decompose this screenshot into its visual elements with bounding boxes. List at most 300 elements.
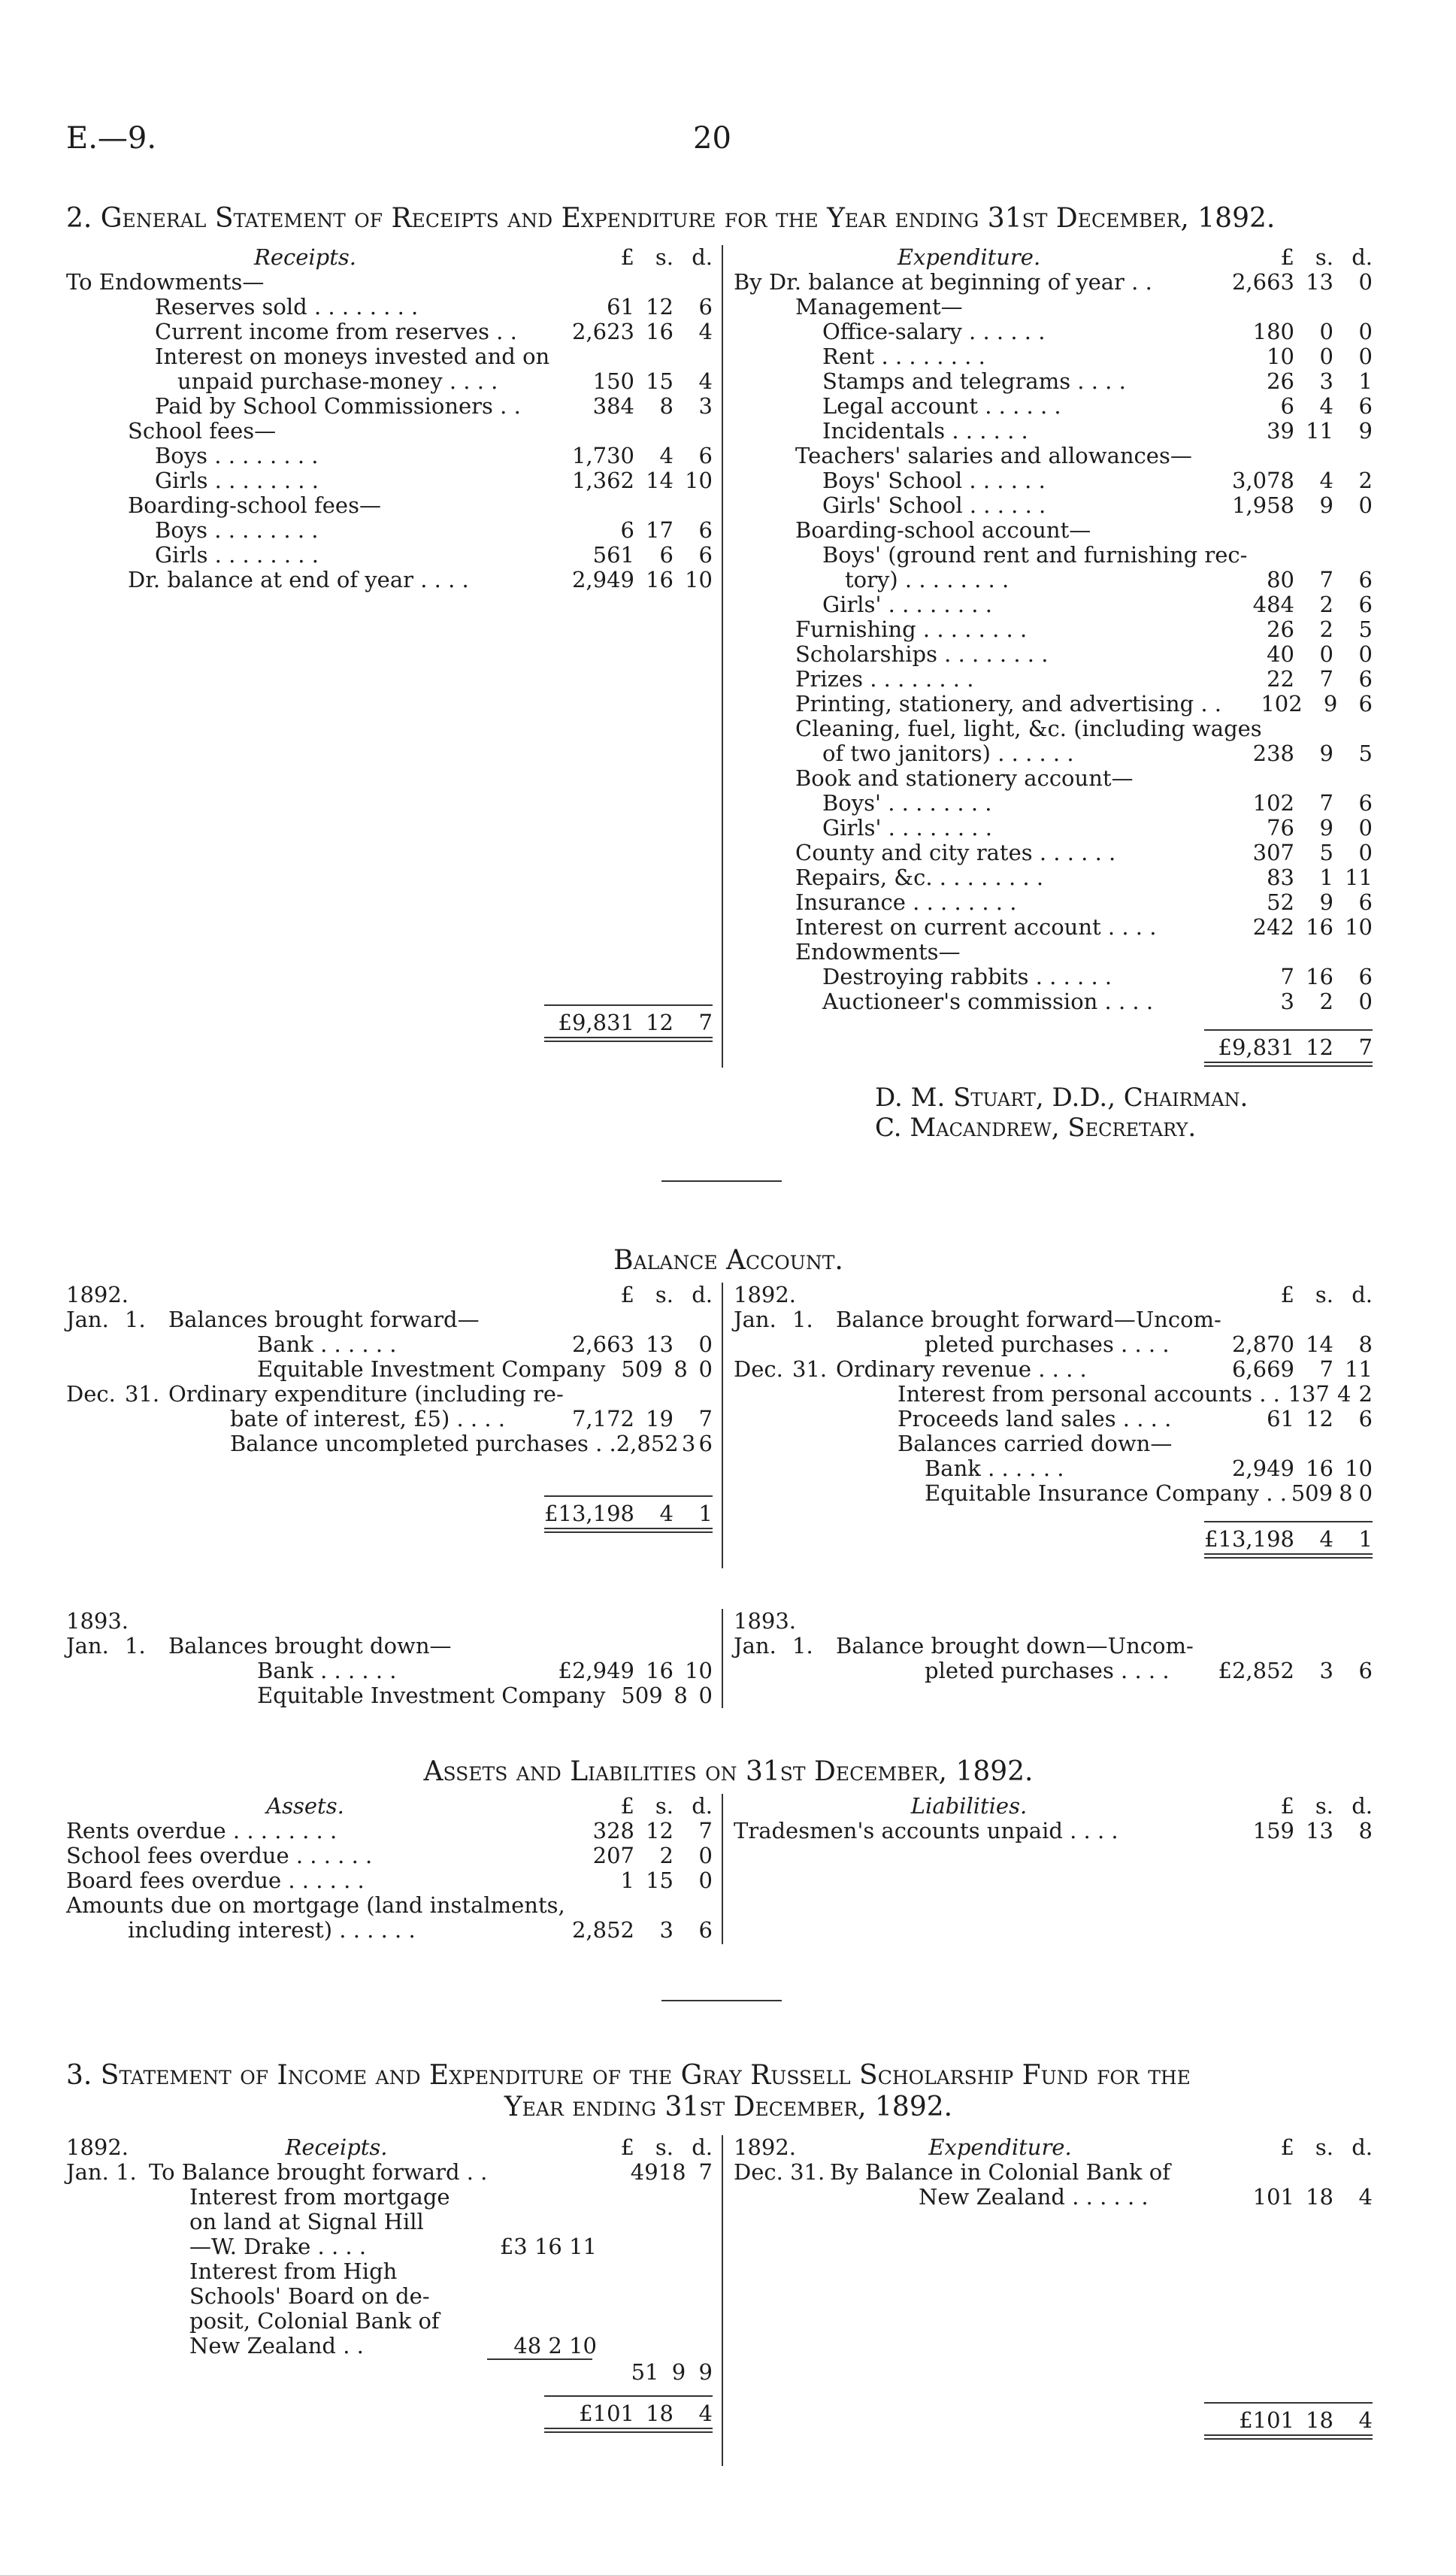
amount-pence: 8 bbox=[1358, 1818, 1373, 1843]
amount-pence: 6 bbox=[1358, 1658, 1373, 1683]
row-label-cell bbox=[734, 741, 1204, 766]
total-shillings: 18 bbox=[1306, 2407, 1333, 2433]
amount-pounds: 83 bbox=[1267, 865, 1294, 890]
row-label: To Balance brought forward . . bbox=[149, 2159, 488, 2185]
total-row bbox=[734, 1035, 1373, 1060]
amount-pounds: 51 bbox=[631, 2359, 659, 2385]
amount-pence bbox=[674, 270, 713, 295]
row-label-cell bbox=[66, 2185, 597, 2210]
ledger-row bbox=[734, 865, 1373, 890]
row-label-cell bbox=[66, 295, 544, 320]
amount-pence bbox=[686, 2185, 713, 2210]
amount-shillings: 9 bbox=[1319, 741, 1333, 766]
amount-pounds bbox=[565, 1893, 644, 1918]
row-label: Girls . . . . . . . . bbox=[155, 468, 319, 493]
amount-pounds bbox=[597, 2210, 659, 2234]
date-day: 31. bbox=[125, 1381, 160, 1407]
amount-shillings bbox=[634, 493, 674, 518]
row-label: Balances brought down— bbox=[168, 1633, 452, 1659]
row-label-cell bbox=[66, 419, 544, 444]
year-label: 1892. bbox=[734, 2134, 797, 2160]
pence-header: d. bbox=[1352, 1793, 1373, 1819]
pence-header: d. bbox=[1352, 2134, 1373, 2160]
row-label-cell bbox=[734, 915, 1204, 940]
row-label: Paid by School Commissioners . . bbox=[155, 393, 521, 419]
amount-shillings: 7 bbox=[1319, 1356, 1333, 1382]
amount-pounds bbox=[597, 2259, 659, 2284]
amount-pounds: 2,852 bbox=[571, 1917, 634, 1943]
expenditure-table bbox=[734, 245, 1373, 1067]
row-label: Ordinary revenue . . . . bbox=[836, 1356, 1087, 1382]
amount-pounds: 2,870 bbox=[1231, 1331, 1294, 1357]
row-label-cell bbox=[734, 1481, 1287, 1506]
row-label-cell bbox=[734, 1634, 1204, 1659]
ledger-row bbox=[734, 816, 1373, 841]
row-label: Scholarships . . . . . . . . bbox=[795, 641, 1049, 667]
amount-shillings: 18 bbox=[658, 2159, 686, 2185]
shillings-header: s. bbox=[655, 2134, 674, 2160]
column-header-row bbox=[734, 1794, 1373, 1819]
row-label-cell bbox=[734, 617, 1204, 642]
section3-title-line1: 3. Statement of Income and Expenditure of the Gray Russell Scholarship Fund for the bbox=[66, 2060, 1191, 2091]
row-label-cell bbox=[66, 518, 544, 543]
ledger-row bbox=[66, 1819, 713, 1843]
amount-shillings bbox=[644, 1893, 679, 1918]
total-block bbox=[734, 1521, 1373, 1559]
amount-pence: 10 bbox=[685, 468, 713, 493]
row-label-cell bbox=[734, 965, 1204, 989]
pounds-header: £ bbox=[1280, 244, 1294, 270]
ledger-row bbox=[66, 1357, 713, 1382]
row-label-cell bbox=[66, 1307, 544, 1332]
amount-pence bbox=[686, 2210, 713, 2234]
amount-pounds bbox=[549, 344, 637, 369]
amount-pounds bbox=[544, 493, 634, 518]
amount-pounds: 509 bbox=[1291, 1480, 1333, 1506]
amount-pence: 7 bbox=[698, 1406, 713, 1431]
amount-pounds bbox=[544, 1634, 634, 1659]
amount-pounds: 10 bbox=[1267, 344, 1294, 369]
column-heading bbox=[734, 245, 1204, 270]
total-shillings: 4 bbox=[659, 1501, 674, 1526]
amount-pounds bbox=[1204, 1431, 1294, 1456]
total-double-rule bbox=[1204, 1553, 1373, 1559]
row-label: unpaid purchase-money . . . . bbox=[177, 368, 498, 394]
amount-pounds: 561 bbox=[592, 542, 634, 568]
ledger-row bbox=[66, 394, 713, 419]
ledger-row bbox=[66, 2360, 713, 2385]
column-header-row bbox=[66, 245, 713, 270]
total-pence: 1 bbox=[1358, 1526, 1373, 1552]
ledger-row bbox=[734, 444, 1373, 468]
row-label: Endowments— bbox=[795, 939, 961, 965]
amount-shillings: 3 bbox=[1319, 368, 1333, 394]
row-label-cell bbox=[734, 1431, 1204, 1456]
amount-pence: 5 bbox=[1358, 616, 1373, 642]
balance-right-table bbox=[734, 1283, 1373, 1559]
row-label: including interest) . . . . . . bbox=[128, 1917, 416, 1943]
amount-shillings bbox=[659, 2210, 686, 2234]
amount-pounds: 6 bbox=[1280, 393, 1294, 419]
ledger-row bbox=[734, 1634, 1373, 1659]
amount-shillings: 13 bbox=[1306, 269, 1333, 295]
amount-pence: 6 bbox=[698, 1917, 713, 1943]
row-label: School fees overdue . . . . . . bbox=[66, 1843, 373, 1868]
row-label-cell bbox=[734, 1357, 1204, 1382]
total-double-rule bbox=[1204, 2434, 1373, 2440]
row-label-cell bbox=[734, 1819, 1204, 1843]
ledger-row bbox=[66, 1659, 713, 1683]
year-label: 1893. bbox=[66, 1608, 129, 1634]
amount-pence: 6 bbox=[1358, 393, 1373, 419]
ledger-row bbox=[734, 2160, 1373, 2185]
row-label-cell bbox=[66, 344, 549, 369]
amount-shillings bbox=[1294, 444, 1333, 468]
date-month: Jan. bbox=[734, 1307, 776, 1332]
amount-pounds: 3,078 bbox=[1231, 468, 1294, 493]
row-label: Bank . . . . . . bbox=[257, 1331, 397, 1357]
amount-shillings bbox=[659, 2309, 686, 2334]
amount-pence: 0 bbox=[1358, 319, 1373, 344]
amount-pence: 10 bbox=[1345, 1456, 1373, 1481]
ledger-row bbox=[66, 2210, 713, 2234]
amount-pounds bbox=[564, 1382, 643, 1407]
ledger-row bbox=[66, 518, 713, 543]
total-double-rule bbox=[544, 2428, 713, 2433]
heading-text: Expenditure. bbox=[928, 2134, 1072, 2160]
total-pounds: £101 bbox=[1239, 2407, 1294, 2433]
ledger-row bbox=[734, 667, 1373, 692]
date-month: Jan. bbox=[66, 1633, 109, 1659]
row-label-cell bbox=[66, 1357, 605, 1382]
row-label: of two janitors) . . . . . . bbox=[822, 741, 1074, 766]
amount-shillings bbox=[1315, 543, 1344, 568]
amount-shillings: 2 bbox=[659, 1843, 674, 1868]
amount-shillings: 2 bbox=[1319, 592, 1333, 617]
row-label-cell bbox=[734, 394, 1204, 419]
amount-pence: 0 bbox=[1358, 344, 1373, 369]
amount-shillings bbox=[659, 2334, 686, 2358]
column-heading bbox=[66, 2135, 544, 2160]
amount-shillings: 7 bbox=[1319, 790, 1333, 816]
scholarship-expenditure-table bbox=[734, 2135, 1373, 2440]
row-label: Equitable Investment Company bbox=[257, 1356, 606, 1382]
heading-text: Receipts. bbox=[285, 2134, 388, 2160]
amount-pence: 10 bbox=[1345, 914, 1373, 940]
row-label: Balance brought down—Uncom- bbox=[836, 1633, 1194, 1659]
ledger-row bbox=[734, 518, 1373, 543]
row-label-cell bbox=[66, 543, 544, 568]
date-day: 31. bbox=[792, 1356, 828, 1382]
amount-pence: 8 bbox=[1358, 1331, 1373, 1357]
row-label: Boys . . . . . . . . bbox=[155, 443, 319, 468]
amount-shillings: 7 bbox=[1319, 666, 1333, 692]
row-label: Dr. balance at end of year . . . . bbox=[128, 567, 469, 592]
ledger-row bbox=[734, 692, 1373, 716]
amount-pounds: 49 bbox=[630, 2159, 658, 2185]
row-label-cell bbox=[734, 1659, 1204, 1683]
amount-pounds: 101 bbox=[1252, 2184, 1294, 2210]
liabilities-table bbox=[734, 1794, 1373, 1843]
row-label-cell bbox=[66, 1659, 544, 1683]
amount-pence: 0 bbox=[1358, 641, 1373, 667]
amount-pounds bbox=[597, 2185, 659, 2210]
amount-pence bbox=[1337, 1307, 1373, 1332]
amount-shillings: 3 bbox=[1319, 1658, 1333, 1683]
ledger-row bbox=[734, 568, 1373, 592]
amount-shillings: 12 bbox=[1306, 1406, 1333, 1431]
ledger-row bbox=[66, 2334, 713, 2358]
amount-shillings: 19 bbox=[646, 1406, 674, 1431]
amount-pence bbox=[686, 2284, 713, 2309]
row-label: Interest on current account . . . . bbox=[795, 914, 1157, 940]
column-heading bbox=[734, 2135, 1204, 2160]
amount-shillings: 4 bbox=[659, 443, 674, 468]
amount-pounds bbox=[1204, 444, 1294, 468]
pounds-header: £ bbox=[1280, 2134, 1294, 2160]
amount-shillings: 5 bbox=[1319, 840, 1333, 865]
page-number: 20 bbox=[693, 121, 731, 156]
row-label: Girls' . . . . . . . . bbox=[822, 592, 992, 617]
amount-pounds: 39 bbox=[1267, 418, 1294, 444]
amount-pounds: 7 bbox=[1280, 964, 1294, 989]
amount-pounds bbox=[544, 419, 634, 444]
amount-pounds: 1 bbox=[620, 1868, 634, 1893]
row-label: Bank . . . . . . bbox=[257, 1658, 397, 1683]
amount-pounds: 26 bbox=[1267, 368, 1294, 394]
amount-pence bbox=[674, 1634, 713, 1659]
amount-shillings: 6 bbox=[659, 542, 674, 568]
row-label: Proceeds land sales . . . . bbox=[898, 1406, 1172, 1431]
amount-pounds: 137 bbox=[1288, 1381, 1330, 1407]
amount-pounds bbox=[1204, 1634, 1294, 1659]
row-label: Auctioneer's commission . . . . bbox=[822, 989, 1154, 1014]
row-label: Interest from mortgage bbox=[189, 2184, 450, 2210]
row-label-cell bbox=[66, 369, 544, 394]
amount-pence: 0 bbox=[698, 1843, 713, 1868]
amount-shillings bbox=[637, 344, 674, 369]
section-divider bbox=[661, 2000, 782, 2001]
amount-pounds: 61 bbox=[607, 294, 634, 320]
column-divider bbox=[722, 2135, 723, 2466]
pounds-header: £ bbox=[620, 1282, 634, 1307]
amount-shillings: 8 bbox=[674, 1356, 688, 1382]
amount-shillings bbox=[1303, 1307, 1338, 1332]
total-double-rule bbox=[1204, 1062, 1373, 1067]
pence-header: d. bbox=[1352, 244, 1373, 270]
pence-header: d. bbox=[692, 244, 713, 270]
row-label: pleted purchases . . . . bbox=[925, 1331, 1170, 1357]
date-day: 1. bbox=[792, 1307, 813, 1332]
row-label: Printing, stationery, and advertising . . bbox=[795, 691, 1222, 716]
row-label-cell bbox=[734, 320, 1204, 344]
row-label-cell bbox=[734, 419, 1204, 444]
amount-pence: 10 bbox=[685, 567, 713, 592]
column-header-row bbox=[734, 1283, 1373, 1307]
ledger-row bbox=[66, 2284, 713, 2309]
total-pence: 7 bbox=[698, 1010, 713, 1035]
row-label: Furnishing . . . . . . . . bbox=[795, 616, 1028, 642]
row-label-cell bbox=[734, 1307, 1221, 1332]
ledger-row bbox=[734, 468, 1373, 493]
row-label-cell bbox=[734, 791, 1204, 816]
year-row bbox=[66, 1609, 713, 1634]
amount-pence: 2 bbox=[1358, 1381, 1373, 1407]
row-label-cell bbox=[66, 1634, 544, 1659]
amount-shillings bbox=[659, 2185, 686, 2210]
total-row bbox=[66, 2401, 713, 2426]
row-label: Equitable Investment Company bbox=[257, 1683, 606, 1708]
amount-shillings: 13 bbox=[1306, 1818, 1333, 1843]
amount-shillings bbox=[634, 419, 674, 444]
ledger-row bbox=[66, 1407, 713, 1431]
amount-pence: 7 bbox=[698, 2159, 713, 2185]
row-label: Destroying rabbits . . . . . . bbox=[822, 964, 1112, 989]
ledger-row bbox=[734, 1431, 1373, 1456]
ledger-row bbox=[734, 617, 1373, 642]
row-label: Boys' (ground rent and furnishing rec- bbox=[822, 542, 1248, 568]
total-shillings: 4 bbox=[1319, 1526, 1333, 1552]
total-block bbox=[734, 1029, 1373, 1067]
row-label-cell bbox=[734, 2185, 1204, 2210]
amount-pounds bbox=[597, 2334, 659, 2358]
amount-shillings: 0 bbox=[1319, 319, 1333, 344]
amount-pence: 6 bbox=[1358, 889, 1373, 915]
ledger-row bbox=[66, 344, 713, 369]
row-label: By Dr. balance at beginning of year . . bbox=[734, 269, 1152, 295]
amount-pounds: 76 bbox=[1267, 815, 1294, 841]
ledger-row bbox=[734, 344, 1373, 369]
amount-pence: 10 bbox=[685, 1658, 713, 1683]
row-label: Bank . . . . . . bbox=[925, 1456, 1064, 1481]
date-label: Jan. 1. bbox=[66, 2159, 137, 2185]
amount-shillings: 2 bbox=[1319, 616, 1333, 642]
amount-pence: 6 bbox=[1358, 691, 1373, 716]
row-label-cell bbox=[66, 1407, 544, 1431]
ledger-row bbox=[734, 989, 1373, 1014]
total-row bbox=[734, 1527, 1373, 1552]
amount-shillings: 4 bbox=[1319, 468, 1333, 493]
row-label: Prizes . . . . . . . . bbox=[795, 666, 974, 692]
amount-pounds: 207 bbox=[592, 1843, 634, 1868]
amount-pounds: 2,663 bbox=[1231, 269, 1294, 295]
row-label-cell bbox=[66, 568, 544, 592]
row-label: Incidentals . . . . . . bbox=[822, 418, 1028, 444]
total-pounds: £9,831 bbox=[1218, 1035, 1294, 1060]
amount-pounds bbox=[544, 1307, 634, 1332]
row-label-cell bbox=[66, 394, 544, 419]
row-label-cell bbox=[734, 568, 1204, 592]
row-label-cell bbox=[734, 766, 1204, 791]
sub-amount: 48 2 10 bbox=[513, 2333, 597, 2358]
amount-shillings bbox=[1294, 1431, 1333, 1456]
row-label-cell bbox=[734, 989, 1204, 1014]
amount-pounds: 1,958 bbox=[1231, 492, 1294, 518]
amount-shillings: 1 bbox=[1319, 865, 1333, 890]
amount-pence: 0 bbox=[1358, 269, 1373, 295]
amount-pence bbox=[1333, 940, 1373, 965]
total-pounds: £9,831 bbox=[558, 1010, 634, 1035]
pounds-header: £ bbox=[1280, 1793, 1294, 1819]
row-label: Interest from personal accounts . . bbox=[898, 1381, 1280, 1407]
total-double-rule bbox=[544, 1037, 713, 1042]
ledger-row bbox=[66, 2234, 713, 2259]
row-label-cell bbox=[66, 1819, 544, 1843]
row-label: Management— bbox=[795, 294, 963, 320]
amount-pounds: 102 bbox=[1252, 790, 1294, 816]
ledger-row bbox=[734, 320, 1373, 344]
amount-shillings bbox=[659, 2234, 686, 2259]
column-divider bbox=[722, 1609, 723, 1708]
amount-pounds: 61 bbox=[1267, 1406, 1294, 1431]
row-label-cell bbox=[66, 2360, 597, 2385]
amount-shillings bbox=[1321, 716, 1347, 741]
ledger-row bbox=[66, 1307, 713, 1332]
ledger-row bbox=[734, 766, 1373, 791]
amount-shillings: 17 bbox=[646, 517, 674, 543]
amount-pounds bbox=[597, 2284, 659, 2309]
ledger-row bbox=[66, 1868, 713, 1893]
amount-shillings: 9 bbox=[1319, 889, 1333, 915]
row-label-cell bbox=[734, 716, 1262, 741]
amount-pence bbox=[1333, 295, 1373, 320]
row-label-cell bbox=[66, 2234, 597, 2259]
amount-pounds bbox=[1204, 766, 1294, 791]
row-label-cell bbox=[66, 1893, 565, 1918]
total-double-rule bbox=[544, 1528, 713, 1533]
amount-pounds: 509 bbox=[621, 1683, 663, 1708]
amount-shillings: 16 bbox=[646, 567, 674, 592]
row-label: Current income from reserves . . bbox=[155, 319, 517, 344]
ledger-row bbox=[734, 642, 1373, 667]
amount-pounds: 3 bbox=[1280, 989, 1294, 1014]
section-divider bbox=[661, 1180, 782, 1182]
amount-pounds: 6 bbox=[620, 517, 634, 543]
amount-pounds: 22 bbox=[1267, 666, 1294, 692]
row-label-cell bbox=[734, 592, 1204, 617]
amount-pence: 6 bbox=[1358, 790, 1373, 816]
row-label: Office-salary . . . . . . bbox=[822, 319, 1046, 344]
amount-shillings: 7 bbox=[1319, 567, 1333, 592]
total-label-spacer bbox=[66, 1501, 544, 1526]
scholarship-receipts-table bbox=[66, 2135, 713, 2433]
shillings-header: s. bbox=[1315, 244, 1333, 270]
amount-pence bbox=[1333, 2160, 1373, 2185]
total-shillings: 18 bbox=[646, 2401, 674, 2426]
amount-pounds: 2,949 bbox=[571, 567, 634, 592]
row-label-cell bbox=[734, 444, 1204, 468]
amount-shillings: 2 bbox=[1319, 989, 1333, 1014]
row-label: Ordinary expenditure (including re- bbox=[168, 1381, 564, 1407]
amount-pence bbox=[1333, 766, 1373, 791]
total-row bbox=[66, 1010, 713, 1035]
row-label: Repairs, &c. . . . . . . . . bbox=[795, 865, 1044, 890]
document-reference: E.—9. bbox=[66, 121, 157, 156]
row-label-cell bbox=[734, 270, 1204, 295]
amount-pence: 0 bbox=[1358, 840, 1373, 865]
amount-pounds: 1,362 bbox=[571, 468, 634, 493]
amount-pence bbox=[675, 344, 713, 369]
total-block bbox=[66, 1495, 713, 1533]
ledger-row bbox=[734, 915, 1373, 940]
row-label: Boarding-school account— bbox=[795, 517, 1091, 543]
amount-pence: 6 bbox=[1358, 592, 1373, 617]
amount-pounds: 484 bbox=[1252, 592, 1294, 617]
row-label: School fees— bbox=[128, 418, 277, 444]
total-row bbox=[66, 1501, 713, 1526]
signature-chairman: D. M. Stuart, D.D., Chairman. bbox=[875, 1083, 1249, 1113]
amount-pence: 6 bbox=[1358, 567, 1373, 592]
